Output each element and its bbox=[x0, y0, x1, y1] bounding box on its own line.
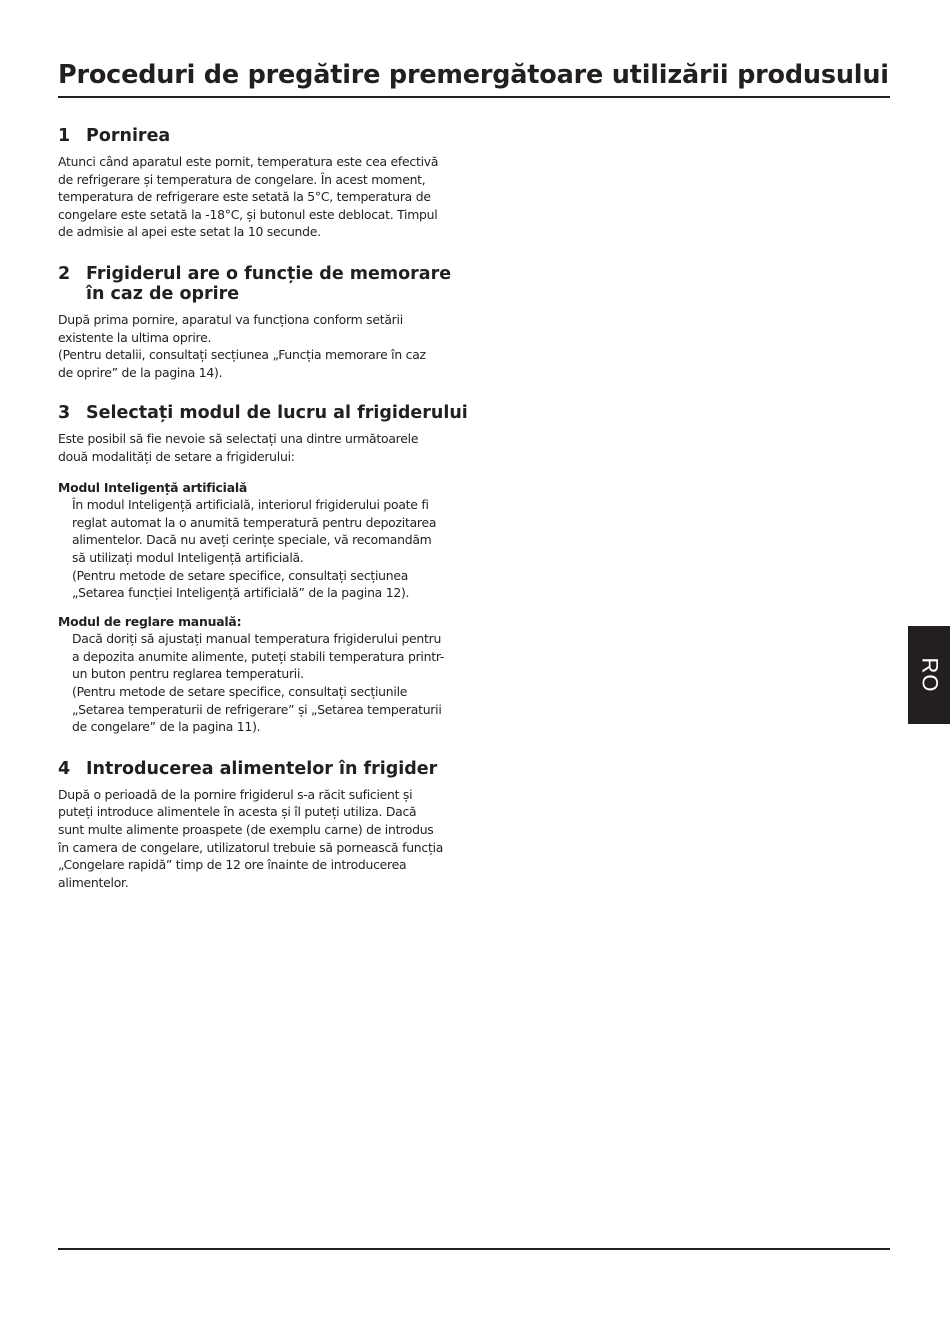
mode-description: Dacă doriți să ajustați manual temperatura frigiderului pentru a depozita anumite alimente, puteți stabili temperatura printr- un buton pentru reglarea temperaturii. (Pentru metode de setare specifice, consultați secțiunile „Setarea temperaturii de refrigerare” și „Setarea temperaturii de congelare” de la pagina 11). bbox=[72, 631, 445, 735]
section-pornirea bbox=[58, 126, 470, 241]
section-work-mode bbox=[58, 403, 470, 736]
section-title: Pornirea bbox=[86, 126, 171, 146]
section-number: 1 bbox=[58, 126, 71, 146]
language-code: RO bbox=[917, 657, 942, 693]
language-tab bbox=[908, 626, 950, 724]
section-body: Este posibil să fie nevoie să selectați una dintre următoarele două modalități de setare a frigiderului: bbox=[58, 431, 419, 464]
section-body: După o perioadă de la pornire frigiderul s-a răcit suficient și puteți introduce alimentele în acesta și îl puteți utiliza. Dacă sunt multe alimente proaspete (de exemplu carne) de introdus în camera de congelare, utilizatorul trebuie să pornească funcția „Congelare rapidă” timp de 12 ore înainte de introducerea alimentelor. bbox=[58, 786, 444, 890]
section-body: Atunci când aparatul este pornit, temperatura este cea efectivă de refrigerare și temperatura de congelare. În acest moment, temperatura de refrigerare este setată la 5°C, temperatura de congelare este setată la -18°C, și butonul este deblocat. Timpul de admisie al apei este setat la 10 secunde. bbox=[58, 154, 439, 240]
mode-title: Modul de reglare manuală: bbox=[58, 613, 242, 629]
section-number: 2 bbox=[58, 263, 71, 284]
section-title: Introducerea alimentelor în frigider bbox=[86, 758, 438, 779]
section-body: După prima pornire, aparatul va funcționa conform setării existente la ultima oprire. (Pentru detalii, consultați secțiunea „Funcția memorare în caz de oprire” de la pagina 14). bbox=[58, 311, 426, 380]
title-divider bbox=[58, 96, 890, 98]
section-heading bbox=[58, 264, 470, 304]
section-title: Selectați modul de lucru al frigiderului bbox=[86, 403, 468, 424]
section-food-loading bbox=[58, 759, 470, 892]
mode-description: În modul Inteligență artificială, interiorul frigiderului poate fi reglat automat la o anumită temperatură pentru depozitarea alimentelor. Dacă nu aveți cerințe speciale, vă recomandăm să utilizați modul Inteligență artificială. (Pentru metode de setare specifice, consultați secțiunea „Setarea funcției Inteligență artificială” de la pagina 12). bbox=[72, 497, 437, 601]
section-heading bbox=[58, 403, 470, 423]
mode-manual bbox=[58, 613, 470, 736]
section-number: 4 bbox=[58, 758, 71, 779]
footer-divider bbox=[58, 1248, 890, 1250]
main-content bbox=[58, 126, 470, 891]
section-number: 3 bbox=[58, 403, 71, 424]
section-heading bbox=[58, 126, 470, 146]
mode-ai bbox=[58, 479, 470, 602]
mode-title: Modul Inteligență artificială bbox=[58, 479, 248, 495]
section-memory-function bbox=[58, 264, 470, 381]
section-title: Frigiderul are o funcție de memorare în caz de oprire bbox=[86, 263, 452, 304]
page-title: Proceduri de pregătire premergătoare utilizării produsului bbox=[58, 60, 889, 90]
section-heading bbox=[58, 759, 470, 779]
